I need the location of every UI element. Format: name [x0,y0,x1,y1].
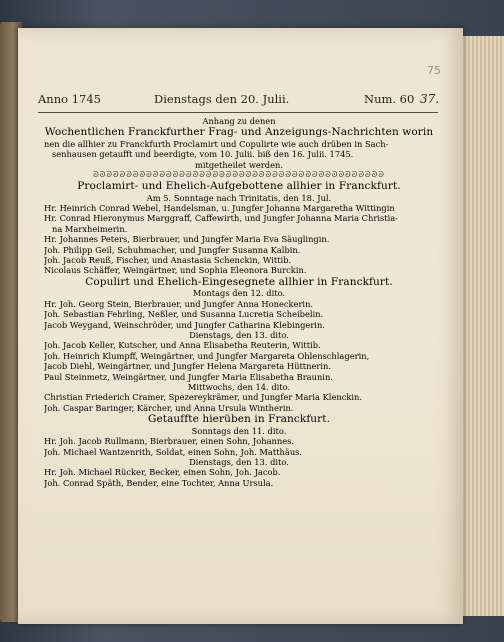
entry-line: Hr. Joh. Georg Stein, Bierbrauer, und Jungfer Anna Honeckerin. [44,298,314,309]
section-heading-proclamirt: Proclamirt- und Ehelich-Aufgebottene allhier in Franckfurt. [77,180,401,193]
header-folio: 37. [420,92,440,106]
entry-line: Hr. Johannes Peters, Bierbrauer, und Jungfer Maria Eva Säuglingin. [44,234,330,245]
section-heading-copulirt: Copulirt und Ehelich-Eingesegnete allhier in Franckfurt. [85,275,393,288]
entry-line: Christian Friederich Cramer, Spezereykrämer, und Jungfer Maria Klenckin. [44,392,363,403]
intro-line: senhausen getaufft und beerdigte, vom 10. Julii. biß den 16. Julii. 1745. [52,149,354,160]
pencil-annotation: 75 [427,64,441,77]
entry-line: Jacob Diehl, Weingärtner, und Jungfer Helena Margareta Hüttnerin. [44,361,331,372]
entry-line: Hr. Conrad Hieronymus Marggraff, Caffewirth, und Jungfer Johanna Maria Christia- [44,213,398,224]
entry-line: Hr. Joh. Jacob Rullmann, Bierbrauer, einen Sohn, Johannes. [44,436,295,447]
header-year: Anno 1745 [38,92,101,106]
intro-line: mitgetheilet werden. [194,159,284,170]
ornament-divider: ᘐᘐᘐᘐᘐᘐᘐᘐᘐᘐᘐᘐᘐᘐᘐᘐᘐᘐᘐᘐᘐᘐᘐᘐᘐᘐᘐᘐᘐᘐᘐᘐᘐᘐᘐᘐᘐᘐᘐᘐᘐᘐᘐᘐ [93,170,385,180]
section-heading-getauffte: Getauffte hierüben in Franckfurt. [147,413,331,426]
entry-line: na Marxheimerin. [52,223,128,234]
section-date: Sonntags den 11. dito. [191,425,287,436]
section-date: Dienstags, den 13. dito. [189,330,289,340]
section-date: Dienstags, den 13. dito. [189,456,289,467]
intro-line: nen die allhier zu Franckfurth Proclamirt und Copulirte wie auch drüben in Sach- [44,138,389,149]
entry-line: Joh. Conrad Späth, Bender, eine Tochter, Anna Ursula. [44,477,274,488]
entry-line: Joh. Sebastian Fehrling, Neßler, und Susanna Lucretia Scheibelin. [44,309,324,320]
entry-line: Joh. Philipp Geil, Schuhmacher, und Jungfer Susanna Kalbin. [44,244,301,255]
entry-line: Nicolaus Schäffer, Weingärtner, und Sophia Eleonora Burckin. [44,265,307,276]
section-date: Am 5. Sonntage nach Trinitatis, den 18. Jul. [146,192,332,203]
intro-line: Anhang zu denen [202,116,276,126]
page-header [38,92,438,112]
entry-line: Joh. Caspar Baringer, Kärcher, und Anna Ursula Wintherin. [44,402,294,413]
header-rule [38,112,438,113]
entry-line: Hr. Joh. Michael Rücker, Becker, einen Sohn, Joh. Jacob. [44,467,281,478]
section-date: Mittwochs, den 14. dito. [187,382,291,393]
entry-line: Hr. Heinrich Conrad Webel, Handelsman, u. Jungfer Johanna Margaretha Wittingin [44,203,395,214]
intro-title: Wochentlichen Franckfurther Frag- und Anzeigungs-Nachrichten worin [44,126,434,139]
entry-line: Paul Steinmetz, Weingärtner, und Jungfer Maria Elisabetha Braunin. [44,371,333,382]
entry-line: Joh. Jacob Keller, Kutscher, und Anna Elisabetha Reuterin, Wittib. [44,340,321,351]
entry-line: Joh. Jacob Reuß, Fischer, und Anastasia Schenckin, Wittib. [44,255,292,266]
header-number: Num. 60 [364,92,415,106]
page-body [44,116,434,488]
entry-line: Joh. Heinrich Klumpff, Weingärtner, und Jungfer Margareta Ohlenschlagerin, [44,350,370,361]
entry-line: Jacob Weygand, Weinschröder, und Jungfer Catharina Klebingerin. [44,319,325,330]
entry-line: Joh. Michael Wantzenrith, Soldat, einen Sohn, Joh. Matthäus. [44,446,303,457]
header-date: Dienstags den 20. Julii. [154,92,290,106]
section-date: Montags den 12. dito. [192,288,286,299]
